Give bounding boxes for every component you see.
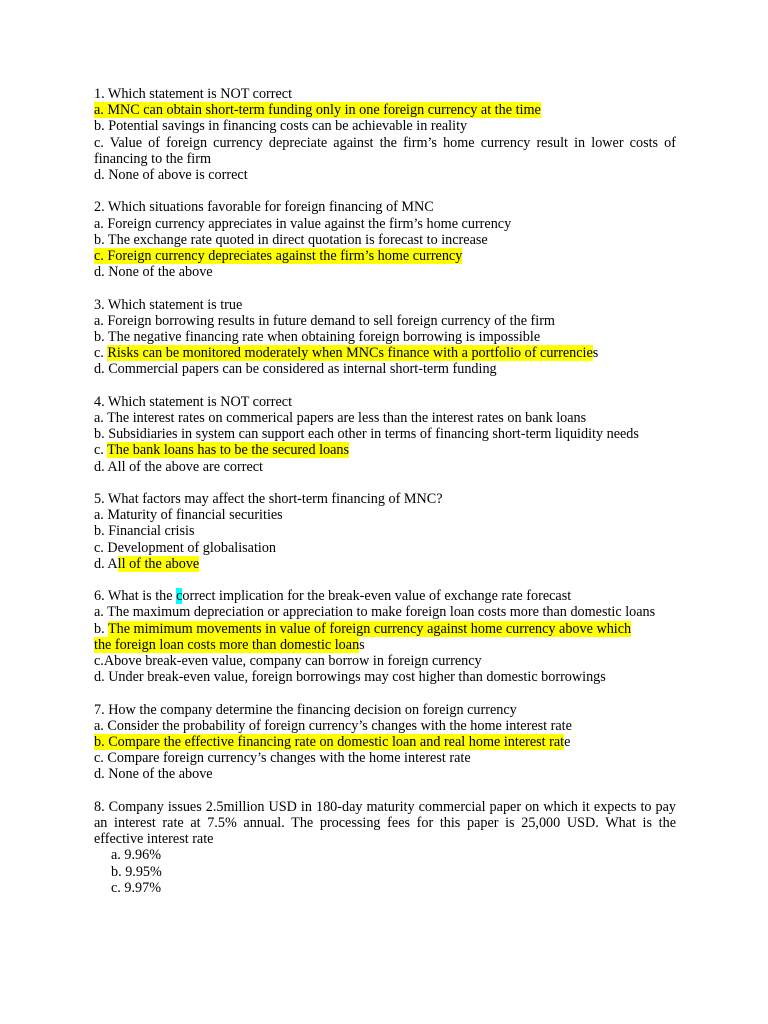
question-stem: 5. What factors may affect the short-term financing of MNC? — [94, 491, 443, 508]
answer-option: c.Above break-even value, company can borrow in foreign currency — [94, 653, 482, 670]
question-stem: 1. Which statement is NOT correct — [94, 86, 293, 102]
answer-option: d. All of the above are correct — [94, 458, 263, 475]
question-3 — [94, 297, 676, 378]
question-stem: 2. Which situations favorable for foreign financing of MNC — [94, 199, 434, 216]
question-8 — [94, 799, 676, 896]
answer-option — [94, 442, 676, 458]
answer-option: b. The negative financing rate when obtaining foreign borrowing is impossible — [94, 329, 541, 346]
answer-option: b. Subsidiaries in system can support each other in terms of financing short-term liquidity needs — [94, 426, 639, 443]
option-suffix: e — [564, 734, 571, 751]
highlighted-answer-text: b. Compare the effective financing rate on domestic loan and real home interest rat — [94, 734, 565, 751]
cursor-highlight: c — [176, 588, 183, 605]
answer-option: c. 9.97% — [111, 879, 162, 896]
question-stem: 4. Which statement is NOT correct — [94, 393, 293, 410]
highlighted-answer-option: c. Foreign currency depreciates against the firm’s home currency — [94, 248, 463, 265]
highlighted-answer-text: ll of the above — [117, 555, 200, 572]
question-6 — [94, 588, 676, 685]
stem-prefix: 6. What is the — [94, 588, 177, 605]
answer-option: c. Compare foreign currency’s changes with the home interest rate — [94, 750, 471, 767]
answer-option: d. None of the above — [94, 766, 213, 783]
option-prefix: b. — [94, 620, 108, 637]
answer-option: d. None of above is correct — [94, 167, 248, 184]
answer-option — [94, 621, 676, 637]
question-5 — [94, 491, 676, 572]
answer-option — [94, 734, 676, 750]
answer-option — [94, 345, 676, 361]
answer-option: d. Under break-even value, foreign borrowings may cost higher than domestic borrowings — [94, 669, 606, 686]
stem-suffix: orrect implication for the break-even value of exchange rate forecast — [182, 588, 572, 605]
answer-option: a. The interest rates on commerical papers are less than the interest rates on bank loans — [94, 410, 587, 427]
question-stem — [94, 588, 676, 604]
highlighted-answer-text: The mimimum movements in value of foreign currency against home currency above which — [107, 620, 632, 637]
question-7 — [94, 702, 676, 783]
option-suffix: s — [592, 345, 599, 362]
question-stem: 7. How the company determine the financing decision on foreign currency — [94, 701, 517, 718]
answer-option: b. Potential savings in financing costs can be achievable in reality — [94, 118, 468, 135]
answer-option: a. Maturity of financial securities — [94, 507, 283, 524]
question-2 — [94, 199, 676, 280]
answer-option: c. Value of foreign currency depreciate against the firm’s home currency result in lower costs of financing to the firm — [94, 134, 676, 167]
option-prefix: c. — [94, 345, 108, 362]
answer-option: a. Foreign borrowing results in future demand to sell foreign currency of the firm — [94, 312, 555, 329]
answer-option: a. The maximum depreciation or appreciation to make foreign loan costs more than domestic loans — [94, 604, 656, 621]
answer-option: b. Financial crisis — [94, 523, 195, 540]
answer-option: b. The exchange rate quoted in direct quotation is forecast to increase — [94, 231, 488, 248]
answer-option — [94, 556, 676, 572]
answer-option: a. 9.96% — [111, 847, 162, 864]
answer-option: c. Development of globalisation — [94, 539, 277, 556]
question-stem: 8. Company issues 2.5million USD in 180-day maturity commercial paper on which it expects to pay an interest rate at 7.5% annual. The processing fees for this paper is 25,000 USD. What is the effective interest rate — [94, 798, 676, 848]
question-1 — [94, 86, 676, 183]
highlighted-answer-text: the foreign loan costs more than domestic loan — [94, 636, 360, 653]
answer-option: d. Commercial papers can be considered as internal short-term funding — [94, 361, 497, 378]
highlighted-answer-text: Risks can be monitored moderately when MNCs finance with a portfolio of currencie — [107, 345, 593, 362]
option-prefix: c. — [94, 442, 108, 459]
answer-option: a. Foreign currency appreciates in value against the firm’s home currency — [94, 215, 512, 232]
answer-option: d. None of the above — [94, 264, 213, 281]
quiz-document — [94, 86, 676, 912]
answer-option: a. Consider the probability of foreign currency’s changes with the home interest rate — [94, 717, 572, 734]
answer-option-continued — [94, 637, 676, 653]
question-4 — [94, 394, 676, 475]
question-stem: 3. Which statement is true — [94, 296, 243, 313]
highlighted-answer-text: The bank loans has to be the secured loans — [107, 442, 350, 459]
option-prefix: d. A — [94, 555, 118, 572]
highlighted-answer-option: a. MNC can obtain short-term funding only in one foreign currency at the time — [94, 102, 541, 119]
option-suffix: s — [359, 636, 365, 653]
answer-option: b. 9.95% — [111, 863, 162, 880]
